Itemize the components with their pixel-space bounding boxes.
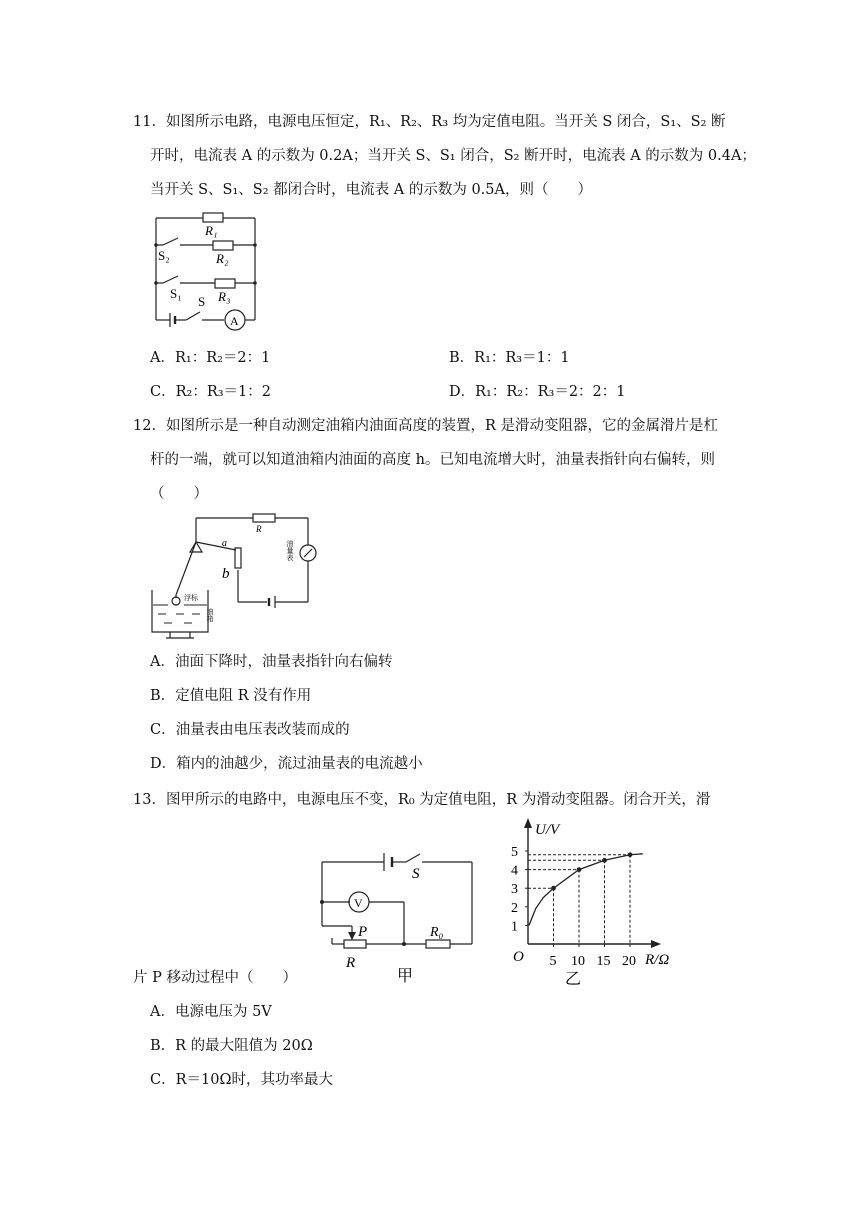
q13-circuit-jia <box>312 848 482 988</box>
p-label: P <box>358 924 368 940</box>
s2-label: S₂ <box>158 248 170 263</box>
q12-option-d: D．箱内的油越少，流过油量表的电流越小 <box>150 756 423 772</box>
s-label: S <box>198 294 206 309</box>
r2-resistor <box>213 241 233 250</box>
r0-label: R₀ <box>430 925 444 940</box>
q11-stem-line2: 开时，电流表 A 的示数为 0.2A；当开关 S、S₁ 闭合，S₂ 断开时，电流表 A 的示数为 0.4A； <box>150 148 756 164</box>
r0-resistor <box>426 940 450 948</box>
s1-switch <box>163 276 178 283</box>
ammeter-label: A <box>230 314 239 328</box>
s-label: S <box>412 866 420 882</box>
r3-resistor <box>215 279 235 288</box>
q12-stem-line1: 12．如图所示是一种自动测定油箱内油面高度的装置，R 是滑动变阻器，它的金属滑片是杠 <box>133 418 718 434</box>
s2-switch <box>163 238 178 245</box>
q11-option-b: B．R₁：R₃＝1：1 <box>449 350 570 366</box>
gauge-label: 油量表 <box>286 540 294 561</box>
r-resistor <box>253 514 275 522</box>
y-axis-label: U/V <box>535 822 560 838</box>
y-tick-label: 3 <box>511 882 518 898</box>
u-r-curve <box>529 854 643 926</box>
origin-label: O <box>513 949 524 965</box>
x-axis-arrow <box>651 940 661 948</box>
q12-option-a: A．油面下降时，油量表指针向右偏转 <box>150 654 393 670</box>
q12-stem-line2: 杆的一端，就可以知道油箱内油面的高度 h。已知电流增大时，油量表指针向右偏转，则 <box>150 452 715 468</box>
y-tick-label: 1 <box>511 919 518 935</box>
s1-label: S₁ <box>170 286 182 301</box>
rheostat-r <box>344 940 366 948</box>
s-switch <box>186 312 200 320</box>
q11-stem-line3: 当开关 S、S₁、S₂ 都闭合时，电流表 A 的示数为 0.5A，则（ ） <box>150 182 592 198</box>
y-tick-label: 5 <box>511 845 518 860</box>
q13-graph-yi <box>505 814 685 990</box>
x-axis-label: R/Ω <box>645 952 670 968</box>
lever-arm <box>196 542 236 550</box>
a-label: a <box>222 538 227 549</box>
x-tick-label: 15 <box>596 954 611 969</box>
r-label: R <box>256 524 262 534</box>
s-switch <box>406 854 420 862</box>
r3-label: R₃ <box>218 289 231 304</box>
y-tick-label: 2 <box>511 900 518 916</box>
float <box>172 597 180 605</box>
q12-stem-line3: （ ） <box>150 486 208 502</box>
data-point <box>551 886 556 891</box>
q13-stem-line2: 片 P 移动过程中（ ） <box>133 970 297 986</box>
q11-circuit-figure <box>148 208 263 332</box>
q13-option-b: B．R 的最大阻值为 20Ω <box>150 1038 313 1054</box>
q13-stem-line1: 13．图甲所示的电路中，电源电压不变，R₀ 为定值电阻，R 为滑动变阻器。闭合开关，滑 <box>133 792 711 808</box>
float-label: 浮标 <box>184 594 198 602</box>
q13-option-c: C．R＝10Ω时，其功率最大 <box>150 1072 333 1088</box>
data-point <box>577 867 582 872</box>
q11-option-a: A．R₁：R₂＝2：1 <box>150 350 271 366</box>
voltmeter-label: V <box>354 896 363 910</box>
oil-tank <box>152 590 208 632</box>
x-tick-label: 10 <box>571 954 585 969</box>
r1-resistor <box>203 213 223 222</box>
q11-option-c: C．R₂：R₃＝1：2 <box>150 384 272 400</box>
caption-yi: 乙 <box>565 971 582 988</box>
q11-option-d: D．R₁：R₂：R₃＝2：2：1 <box>449 384 626 400</box>
q12-option-c: C．油量表由电压表改装而成的 <box>150 722 350 738</box>
data-point <box>602 858 607 863</box>
q13-option-a: A．电源电压为 5V <box>150 1004 272 1020</box>
caption-jia: 甲 <box>397 968 414 985</box>
y-axis-arrow <box>524 818 532 828</box>
tank-label: 油箱 <box>206 608 214 622</box>
r2-label: R₂ <box>216 251 229 266</box>
y-tick-label: 4 <box>511 863 518 879</box>
b-label: b <box>222 566 230 582</box>
q11-stem-line1: 11．如图所示电路，电源电压恒定，R₁、R₂、R₃ 均为定值电阻。当开关 S 闭合，S₁、S₂ 断 <box>133 114 726 130</box>
x-tick-label: 5 <box>549 954 557 969</box>
q12-option-b: B．定值电阻 R 没有作用 <box>150 688 312 704</box>
r1-label: R₁ <box>205 223 218 238</box>
r-label: R <box>346 955 356 971</box>
data-point <box>628 852 633 857</box>
q12-oil-gauge-figure <box>148 510 323 642</box>
x-tick-label: 20 <box>622 954 636 969</box>
rheostat <box>235 548 241 568</box>
